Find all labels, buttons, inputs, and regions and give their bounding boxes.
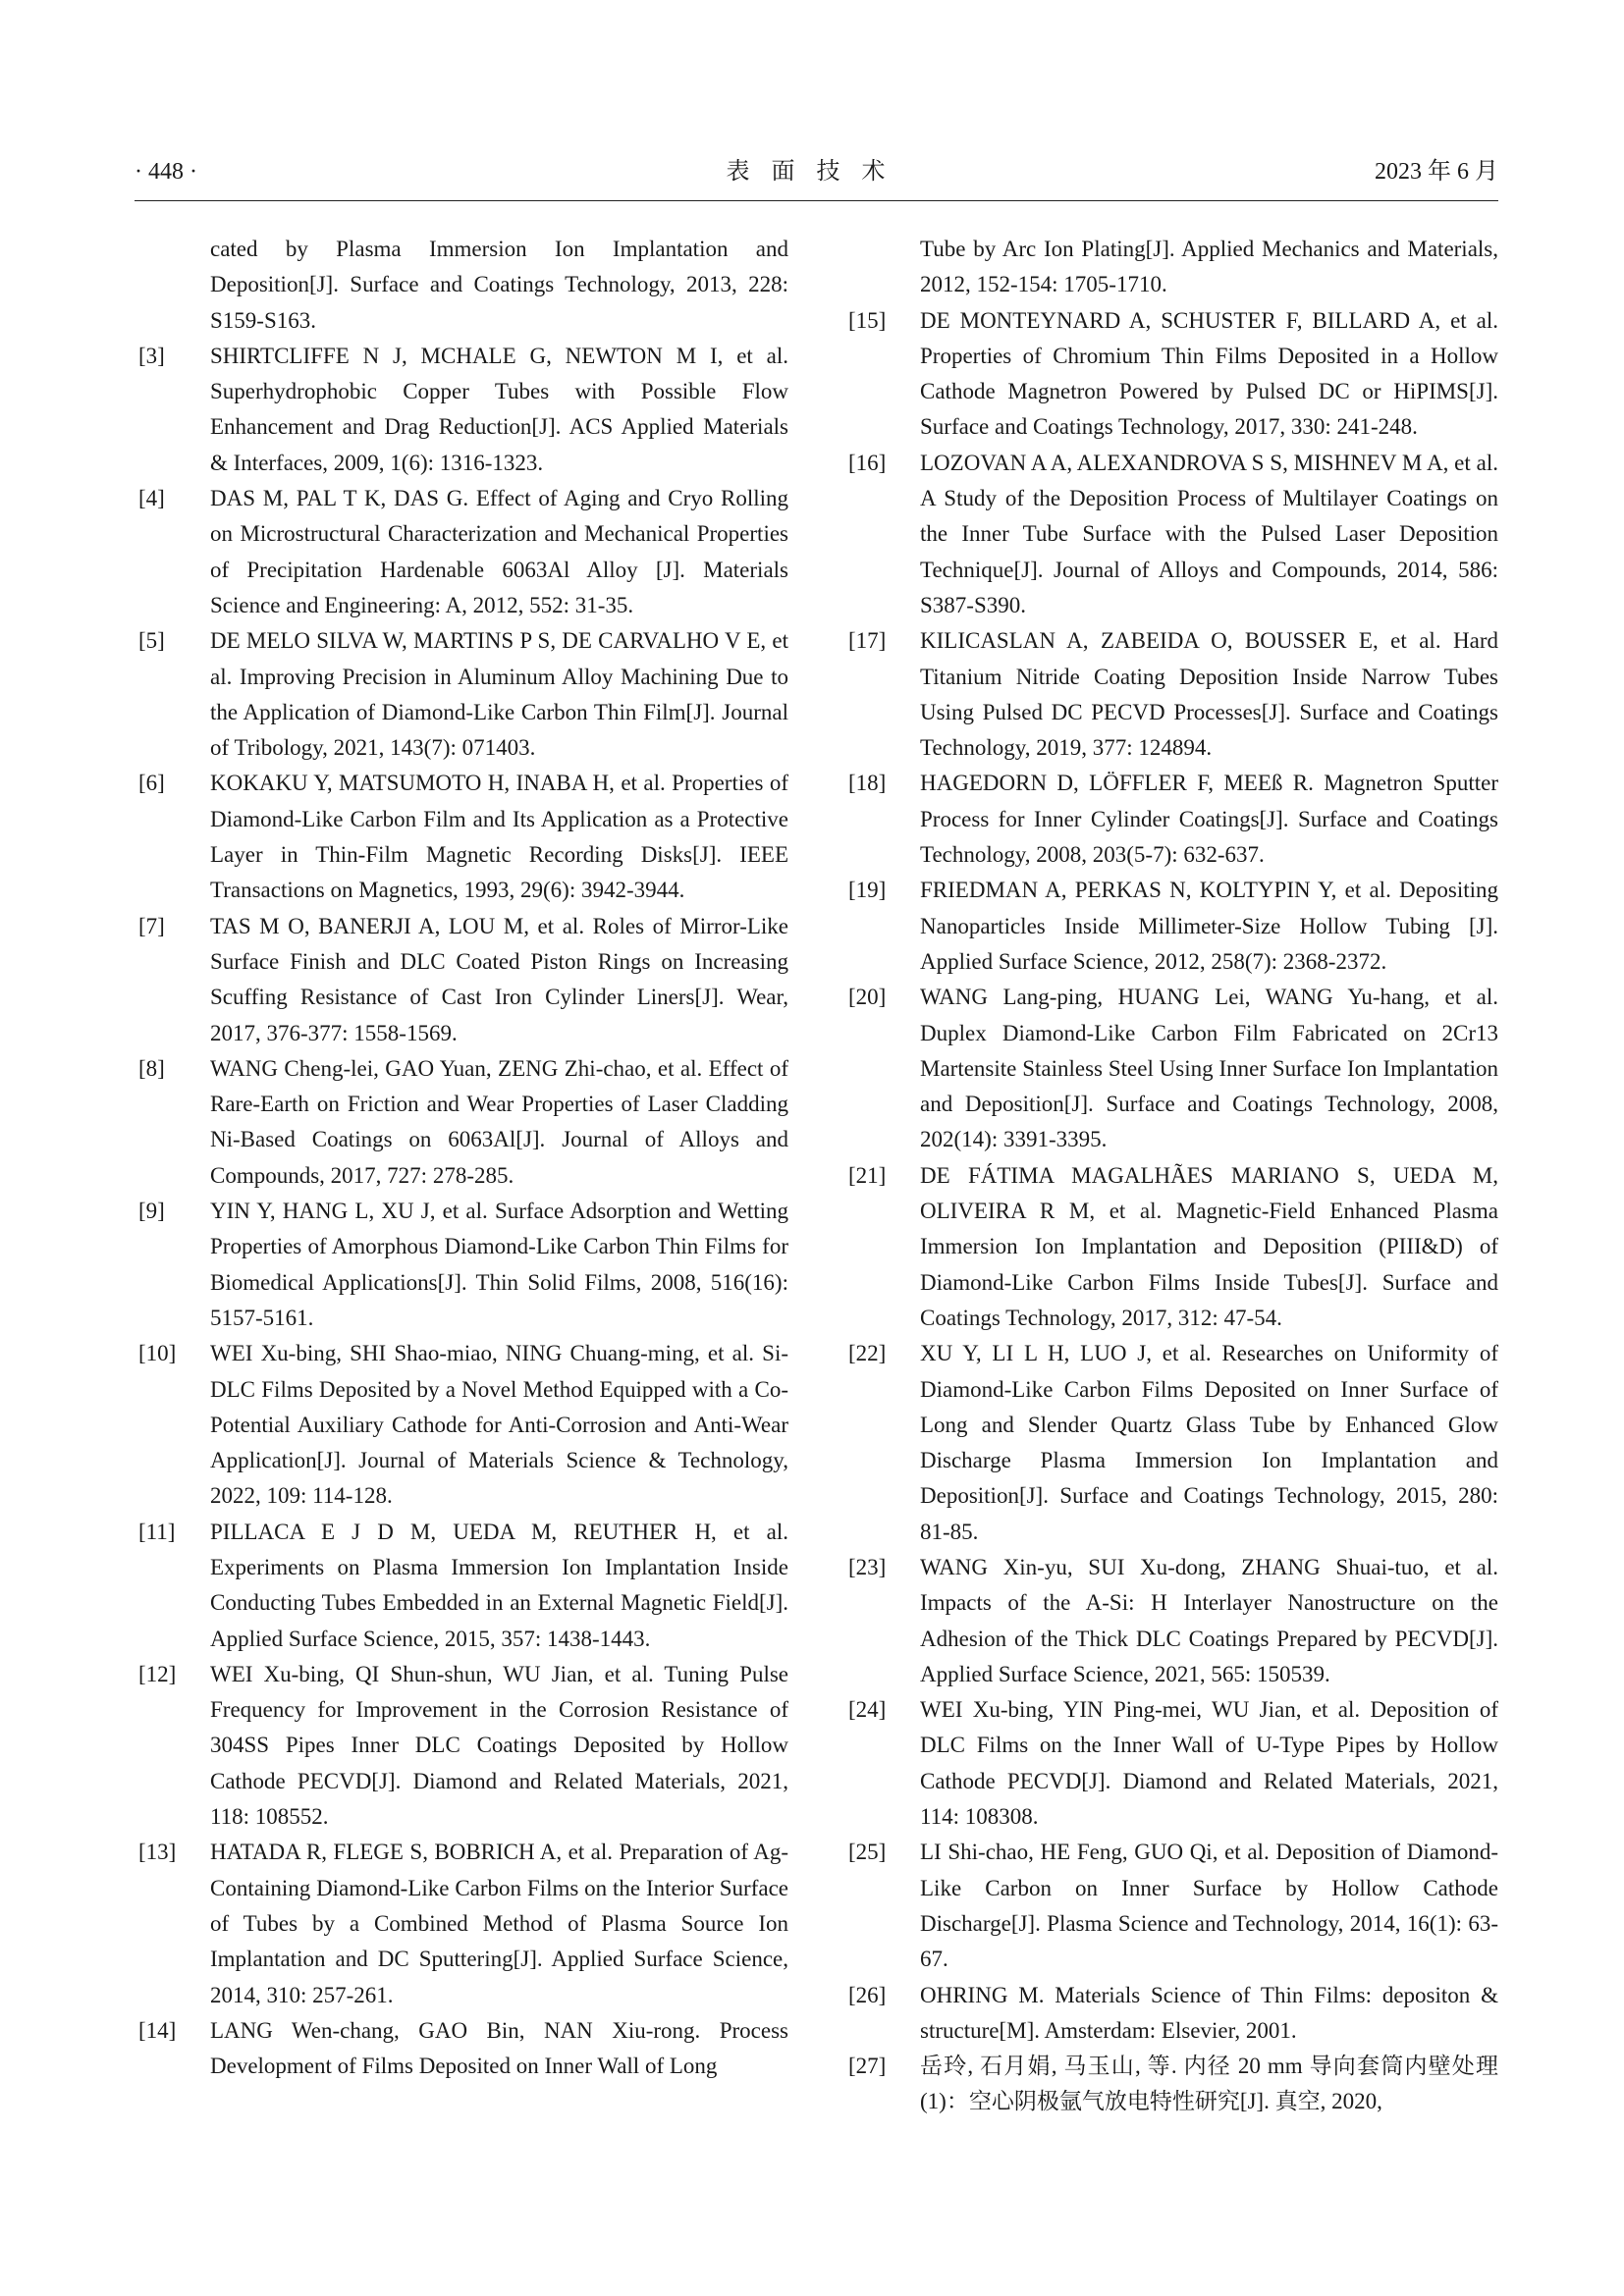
reference-item bbox=[844, 1978, 1498, 2050]
left-column bbox=[135, 232, 788, 2084]
reference-number: [4] bbox=[138, 486, 165, 511]
reference-number: [6] bbox=[138, 771, 165, 796]
reference-text: SHIRTCLIFFE N J, MCHALE G, NEWTON M I, et al. Superhydrophobic Copper Tubes with Possible Flow Enhancement and Drag Reduction[J]. ACS Applied Materials & Interfaces, 2009, 1(6): 1316-1323. bbox=[210, 343, 788, 475]
reference-text: DE FÁTIMA MAGALHÃES MARIANO S, UEDA M, OLIVEIRA R M, et al. Magnetic-Field Enhanced Plasma Immersion Ion Implantation and Deposition (PIII&D) of Diamond-Like Carbon Films Inside Tubes[J]. Surface and Coatings Technology, 2017, 312: 47-54. bbox=[920, 1162, 1498, 1330]
page-header bbox=[135, 155, 1498, 196]
reference-text: WEI Xu-bing, YIN Ping-mei, WU Jian, et al. Deposition of DLC Films on the Inner Wall of U-Type Pipes by Hollow Cathode PECVD[J]. Diamond and Related Materials, 2021, 114: 108308. bbox=[920, 1697, 1498, 1830]
reference-text: PILLACA E J D M, UEDA M, REUTHER H, et al. Experiments on Plasma Immersion Ion Implantation Inside Conducting Tubes Embedded in an External Magnetic Field[J]. Applied Surface Science, 2015, 357: 1438-1443. bbox=[210, 1519, 788, 1651]
reference-item bbox=[135, 1194, 788, 1336]
reference-number: [26] bbox=[848, 1982, 887, 2007]
reference-continuation: cated by Plasma Immersion Ion Implantation and Deposition[J]. Surface and Coatings Technology, 2013, 228: S159-S163. bbox=[210, 237, 788, 333]
reference-text: OHRING M. Materials Science of Thin Films: depositon & structure[M]. Amsterdam: Elsevier, 2001. bbox=[920, 1982, 1498, 2043]
reference-text: DE MONTEYNARD A, SCHUSTER F, BILLARD A, et al. Properties of Chromium Thin Films Deposited in a Hollow Cathode Magnetron Powered by Pulsed DC or HiPIMS[J]. Surface and Coatings Technology, 2017, 330: 241-248. bbox=[920, 307, 1498, 440]
reference-item bbox=[844, 2049, 1498, 2120]
reference-number: [21] bbox=[848, 1162, 887, 1188]
reference-list bbox=[844, 303, 1498, 2120]
header-rule bbox=[135, 200, 1498, 201]
journal-title: 表面技术 bbox=[726, 159, 907, 185]
reference-number: [8] bbox=[138, 1055, 165, 1081]
reference-text: WEI Xu-bing, QI Shun-shun, WU Jian, et al. Tuning Pulse Frequency for Improvement in the Corrosion Resistance of 304SS Pipes Inner DLC Coatings Deposited by Hollow Cathode PECVD[J]. Diamond and Related Materials, 2021, 118: 108552. bbox=[210, 1661, 788, 1830]
reference-text: FRIEDMAN A, PERKAS N, KOLTYPIN Y, et al. Depositing Nanoparticles Inside Millimeter-Size Hollow Tubing [J]. Applied Surface Science, 2012, 258(7): 2368-2372. bbox=[920, 878, 1498, 974]
reference-number: [13] bbox=[138, 1840, 177, 1865]
reference-item bbox=[135, 1051, 788, 1194]
reference-number: [16] bbox=[848, 450, 887, 475]
reference-number: [14] bbox=[138, 2017, 177, 2043]
reference-item bbox=[844, 766, 1498, 873]
reference-list bbox=[135, 339, 788, 2085]
reference-text: KILICASLAN A, ZABEIDA O, BOUSSER E, et al. Hard Titanium Nitride Coating Deposition Inside Narrow Tubes Using Pulsed DC PECVD Processes[J]. Surface and Coatings Technology, 2019, 377: 124894. bbox=[920, 628, 1498, 761]
reference-text: TAS M O, BANERJI A, LOU M, et al. Roles of Mirror-Like Surface Finish and DLC Coated Piston Rings on Increasing Scuffing Resistance of Cast Iron Cylinder Liners[J]. Wear, 2017, 376-377: 1558-1569. bbox=[210, 913, 788, 1045]
reference-number: [17] bbox=[848, 628, 887, 654]
reference-text: LI Shi-chao, HE Feng, GUO Qi, et al. Deposition of Diamond-Like Carbon on Inner Surface by Hollow Cathode Discharge[J]. Plasma Science and Technology, 2014, 16(1): 63-67. bbox=[920, 1840, 1498, 1972]
reference-item bbox=[135, 623, 788, 766]
reference-item bbox=[844, 980, 1498, 1157]
reference-number: [22] bbox=[848, 1341, 887, 1366]
reference-text: HAGEDORN D, LÖFFLER F, MEEß R. Magnetron Sputter Process for Inner Cylinder Coatings[J]. Surface and Coatings Technology, 2008, 203(5-7): 632-637. bbox=[920, 771, 1498, 868]
right-column bbox=[844, 232, 1498, 2120]
page-number: · 448 · bbox=[135, 159, 197, 185]
reference-number: [27] bbox=[848, 2054, 887, 2079]
reference-item bbox=[844, 1550, 1498, 1692]
reference-item bbox=[844, 623, 1498, 766]
reference-number: [3] bbox=[138, 343, 165, 368]
reference-item bbox=[135, 2013, 788, 2085]
reference-number: [19] bbox=[848, 878, 887, 903]
reference-number: [25] bbox=[848, 1840, 887, 1865]
reference-number: [9] bbox=[138, 1199, 165, 1224]
reference-text: DE MELO SILVA W, MARTINS P S, DE CARVALHO V E, et al. Improving Precision in Aluminum Alloy Machining Due to the Application of Diamond-Like Carbon Thin Film[J]. Journal of Tribology, 2021, 143(7): 071403. bbox=[210, 628, 788, 761]
reference-item bbox=[135, 1835, 788, 2012]
reference-item bbox=[135, 1515, 788, 1657]
reference-number: [18] bbox=[848, 771, 887, 796]
reference-item bbox=[844, 873, 1498, 980]
reference-item bbox=[844, 1158, 1498, 1336]
reference-continuation: Tube by Arc Ion Plating[J]. Applied Mechanics and Materials, 2012, 152-154: 1705-1710. bbox=[920, 237, 1498, 297]
reference-number: [10] bbox=[138, 1341, 177, 1366]
reference-number: [24] bbox=[848, 1697, 887, 1723]
reference-number: [7] bbox=[138, 913, 165, 938]
reference-text: WANG Cheng-lei, GAO Yuan, ZENG Zhi-chao, et al. Effect of Rare-Earth on Friction and Wear Properties of Laser Cladding Ni-Based Coatings on 6063Al[J]. Journal of Alloys and Compounds, 2017, 727: 278-285. bbox=[210, 1055, 788, 1188]
reference-text: 岳玲, 石月娟, 马玉山, 等. 内径 20 mm 导向套筒内壁处理(1)：空心阴极氩气放电特性研究[J]. 真空, 2020, bbox=[920, 2054, 1498, 2114]
reference-text: KOKAKU Y, MATSUMOTO H, INABA H, et al. Properties of Diamond-Like Carbon Film and Its Application as a Protective Layer in Thin-Film Magnetic Recording Disks[J]. IEEE Transactions on Magnetics, 1993, 29(6): 3942-3944. bbox=[210, 771, 788, 903]
reference-item bbox=[135, 766, 788, 908]
reference-text: WANG Lang-ping, HUANG Lei, WANG Yu-hang, et al. Duplex Diamond-Like Carbon Film Fabricated on 2Cr13 Martensite Stainless Steel Using Inner Surface Ion Implantation and Deposition[J]. Surface and Coatings Technology, 2008, 202(14): 3391-3395. bbox=[920, 985, 1498, 1152]
reference-text: LANG Wen-chang, GAO Bin, NAN Xiu-rong. Process Development of Films Deposited on Inner Wall of Long bbox=[210, 2017, 788, 2079]
reference-number: [5] bbox=[138, 628, 165, 654]
reference-item bbox=[844, 1336, 1498, 1550]
reference-number: [20] bbox=[848, 985, 887, 1010]
issue-date: 2023 年 6 月 bbox=[1375, 159, 1498, 185]
reference-number: [12] bbox=[138, 1661, 177, 1686]
reference-item bbox=[135, 909, 788, 1051]
reference-text: DAS M, PAL T K, DAS G. Effect of Aging and Cryo Rolling on Microstructural Characterization and Mechanical Properties of Precipitation Hardenable 6063Al Alloy [J]. Materials Science and Engineering: A, 2012, 552: 31-35. bbox=[210, 486, 788, 617]
reference-text: WEI Xu-bing, SHI Shao-miao, NING Chuang-ming, et al. Si-DLC Films Deposited by a Novel Method Equipped with a Co-Potential Auxiliary Cathode for Anti-Corrosion and Anti-Wear Application[J]. Journal of Materials Science & Technology, 2022, 109: 114-128. bbox=[210, 1341, 788, 1509]
reference-text: HATADA R, FLEGE S, BOBRICH A, et al. Preparation of Ag-Containing Diamond-Like Carbon Films on the Interior Surface of Tubes by a Combined Method of Plasma Source Ion Implantation and DC Sputtering[J]. Applied Surface Science, 2014, 310: 257-261. bbox=[210, 1840, 788, 2007]
reference-item bbox=[844, 446, 1498, 623]
reference-number: [15] bbox=[848, 307, 887, 333]
reference-item bbox=[135, 481, 788, 623]
reference-item bbox=[844, 1692, 1498, 1835]
reference-text: LOZOVAN A A, ALEXANDROVA S S, MISHNEV M A, et al. A Study of the Deposition Process of Multilayer Coatings on the Inner Tube Surface with the Pulsed Laser Deposition Technique[J]. Journal of Alloys and Compounds, 2014, 586: S387-S390. bbox=[920, 450, 1498, 617]
reference-number: [23] bbox=[848, 1554, 887, 1579]
reference-item bbox=[844, 303, 1498, 446]
reference-item bbox=[135, 1336, 788, 1514]
reference-item bbox=[135, 1657, 788, 1835]
reference-number: [11] bbox=[138, 1519, 176, 1544]
reference-text: WANG Xin-yu, SUI Xu-dong, ZHANG Shuai-tuo, et al. Impacts of the A-Si: H Interlayer Nanostructure on the Adhesion of the Thick DLC Coatings Prepared by PECVD[J]. Applied Surface Science, 2021, 565: 150539. bbox=[920, 1554, 1498, 1686]
reference-item bbox=[844, 1835, 1498, 1977]
reference-text: YIN Y, HANG L, XU J, et al. Surface Adsorption and Wetting Properties of Amorphous Diamond-Like Carbon Thin Films for Biomedical Applications[J]. Thin Solid Films, 2008, 516(16): 5157-5161. bbox=[210, 1199, 788, 1330]
reference-text: XU Y, LI L H, LUO J, et al. Researches on Uniformity of Diamond-Like Carbon Films Deposited on Inner Surface of Long and Slender Quartz Glass Tube by Enhanced Glow Discharge Plasma Immersion Ion Implantation and Deposition[J]. Surface and Coatings Technology, 2015, 280: 81-85. bbox=[920, 1341, 1498, 1544]
reference-item bbox=[135, 339, 788, 481]
